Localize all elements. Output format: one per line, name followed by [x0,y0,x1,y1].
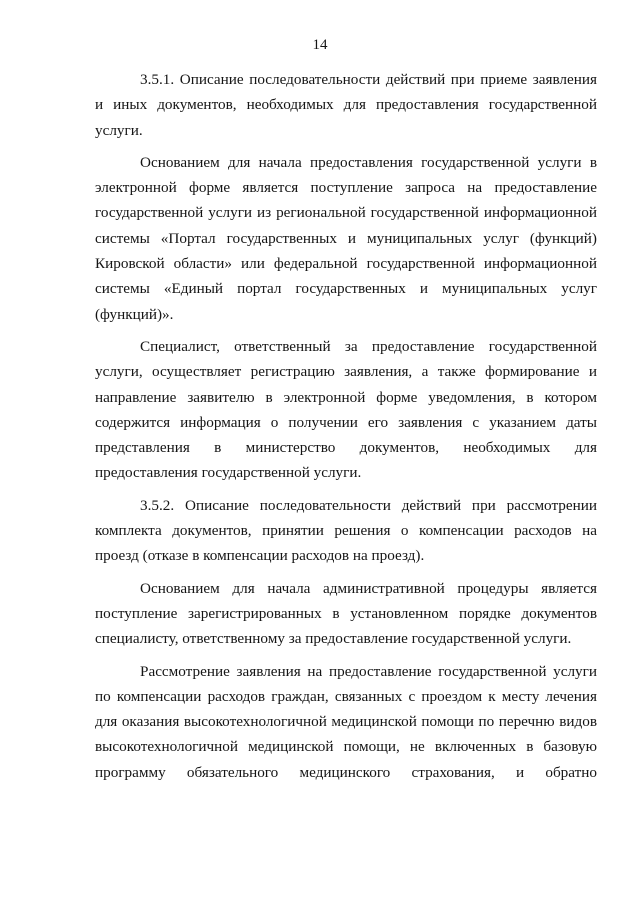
paragraph-specialist-registration: Специалист, ответственный за предоставление государственной услуги, осуществляет регистрацию заявления, а также формирование и направление заявителю в электронной форме уведомления, в котором содержится информация о получении его заявления с указанием даты представления в министерство документов, необходимых для предоставления государственной услуги. [95,337,597,482]
page-number: 14 [312,37,328,53]
paragraph-3-5-1-heading: 3.5.1. Описание последовательности действий при приеме заявления и иных документов, необходимых для предоставления государственной услуги. [95,71,597,139]
paragraph-3-5-2-heading: 3.5.2. Описание последовательности действий при рассмотрении комплекта документов, принятии решения о компенсации расходов на проезд (отказе в компенсации расходов на проезд). [95,496,597,565]
paragraph-service-basis: Основанием для начала предоставления государственной услуги в электронной форме является поступление запроса на предоставление государственной услуги из региональной государственной информационной системы «Портал государственных и муниципальных услуг (функций) Кировской области» или федеральной государственной информационной системы «Единый портал государственных и муниципальных услуг (функций)». [95,153,597,323]
paragraph-procedure-basis: Основанием для начала административной процедуры является поступление зарегистрированных в установленном порядке документов специалисту, ответственному за предоставление государственной услуги. [95,579,597,648]
paragraph-application-review: Рассмотрение заявления на предоставление государственной услуги по компенсации расходов граждан, связанных с проездом к месту лечения для оказания высокотехнологичной медицинской помощи по перечню видов высокотехнологичной медицинской помощи, не включенных в базовую программу обязательного медицинского страхования, и обратно [95,662,597,781]
document-body [95,67,597,785]
